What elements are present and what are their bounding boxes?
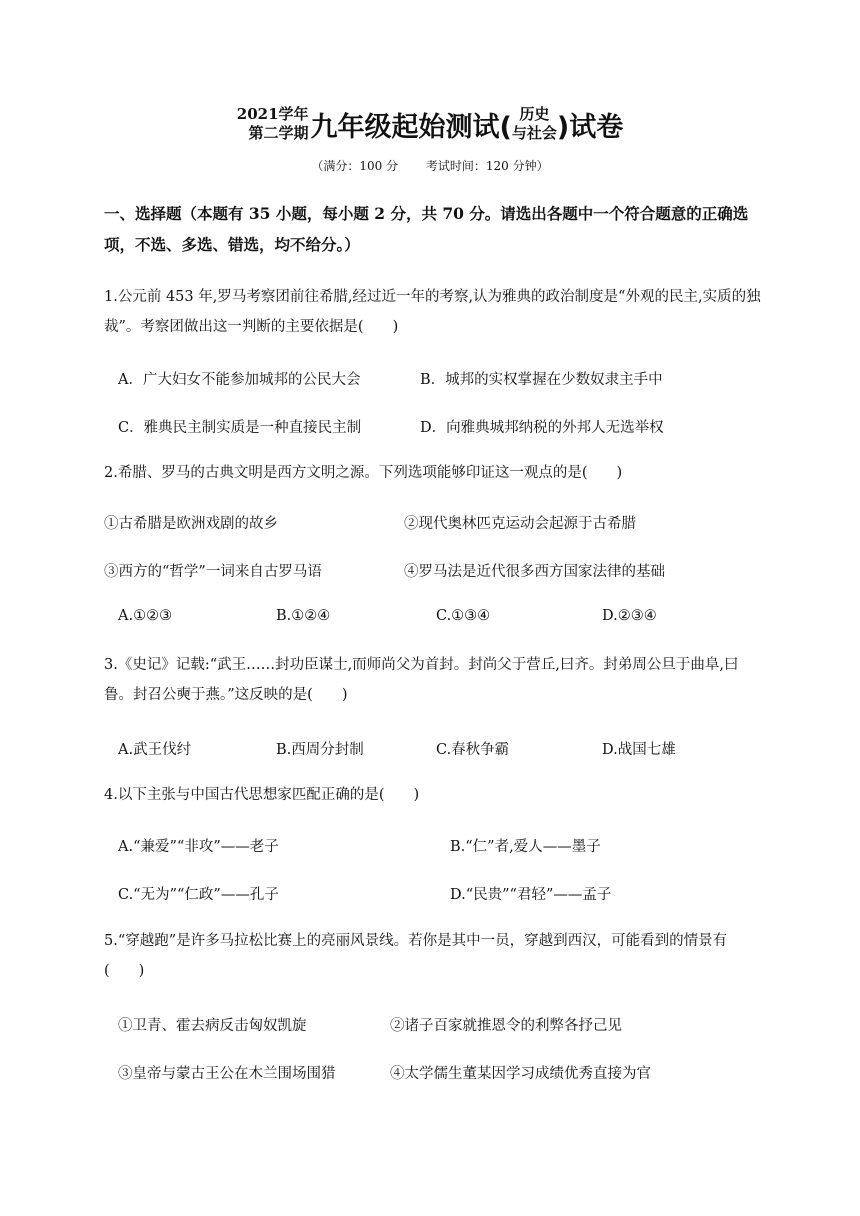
q1-option-d: D．向雅典城邦纳税的外邦人无选举权 xyxy=(420,420,664,436)
subject-bottom: 与社会 xyxy=(511,124,557,142)
exam-info xyxy=(0,157,860,174)
full-score: （满分：100 分 xyxy=(311,159,399,173)
exam-title xyxy=(0,104,860,144)
q2-option-c: C.①③④ xyxy=(436,608,491,624)
section-heading: 一、选择题（本题有 35 小题，每小题 2 分，共 70 分。请选出各题中一个符合题意的正确选项，不选、多选、错选，均不给分。） xyxy=(104,204,749,254)
q3-option-d: D.战国七雄 xyxy=(602,742,676,758)
q1-option-b: B．城邦的实权掌握在少数奴隶主手中 xyxy=(420,372,663,388)
question-3: 3.《史记》记载:“武王……封功臣谋士,而师尚父为首封。封尚父于营丘,曰齐。封弟周公旦于曲阜,曰鲁。封召公奭于燕。”这反映的是( ) xyxy=(104,657,739,703)
semester: 第二学期 xyxy=(248,124,309,142)
exam-time: 考试时间：120 分钟） xyxy=(425,159,549,173)
q4-option-a: A.“兼爱”“非攻”——老子 xyxy=(118,839,279,855)
q2-option-d: D.②③④ xyxy=(602,608,657,624)
q4-option-d: D.“民贵”“君轻”——孟子 xyxy=(450,887,612,903)
q2-option-b: B.①②④ xyxy=(276,608,331,624)
question-2: 2.希腊、罗马的古典文明是西方文明之源。下列选项能够印证这一观点的是( ) xyxy=(104,465,623,481)
q3-option-b: B.西周分封制 xyxy=(276,742,364,758)
question-1: 1.公元前 453 年,罗马考察团前往希腊,经过近一年的考察,认为雅典的政治制度是“外观的民主,实质的独裁”。考察团做出这一判断的主要依据是( ) xyxy=(104,289,761,335)
q5-item-3: ③皇帝与蒙古王公在木兰围场围猎 xyxy=(118,1066,336,1082)
q2-item-3: ③西方的“哲学”一词来自古罗马语 xyxy=(104,564,322,580)
q3-option-c: C.春秋争霸 xyxy=(436,742,510,758)
q4-option-b: B.“仁”者,爱人——墨子 xyxy=(450,839,601,855)
q1-option-a: A．广大妇女不能参加城邦的公民大会 xyxy=(118,372,361,388)
title-main: 九年级起始测试( xyxy=(310,111,512,143)
q2-item-4: ④罗马法是近代很多西方国家法律的基础 xyxy=(404,564,665,580)
q2-item-2: ②现代奥林匹克运动会起源于古希腊 xyxy=(404,516,636,532)
subject-label xyxy=(512,105,557,143)
q2-option-a: A.①②③ xyxy=(118,608,173,624)
question-5: 5.“穿越跑”是许多马拉松比赛上的亮丽风景线。若你是其中一员，穿越到西汉，可能看到的情景有( ) xyxy=(104,933,728,979)
q5-item-2: ②诸子百家就推恩令的利弊各抒己见 xyxy=(390,1018,622,1034)
q5-item-1: ①卫青、霍去病反击匈奴凯旋 xyxy=(118,1018,307,1034)
q3-option-a: A.武王伐纣 xyxy=(118,742,192,758)
question-4: 4.以下主张与中国古代思想家匹配正确的是( ) xyxy=(104,787,420,803)
q4-option-c: C.“无为”“仁政”——孔子 xyxy=(118,887,279,903)
q5-item-4: ④太学儒生董某因学习成绩优秀直接为官 xyxy=(390,1066,651,1082)
q2-item-1: ①古希腊是欧洲戏剧的故乡 xyxy=(104,516,278,532)
subject-top: 历史 xyxy=(519,105,550,123)
term-label xyxy=(237,105,309,143)
school-year: 2021学年 xyxy=(236,105,309,123)
q1-option-c: C．雅典民主制实质是一种直接民主制 xyxy=(118,420,362,436)
title-end: )试卷 xyxy=(556,111,624,143)
